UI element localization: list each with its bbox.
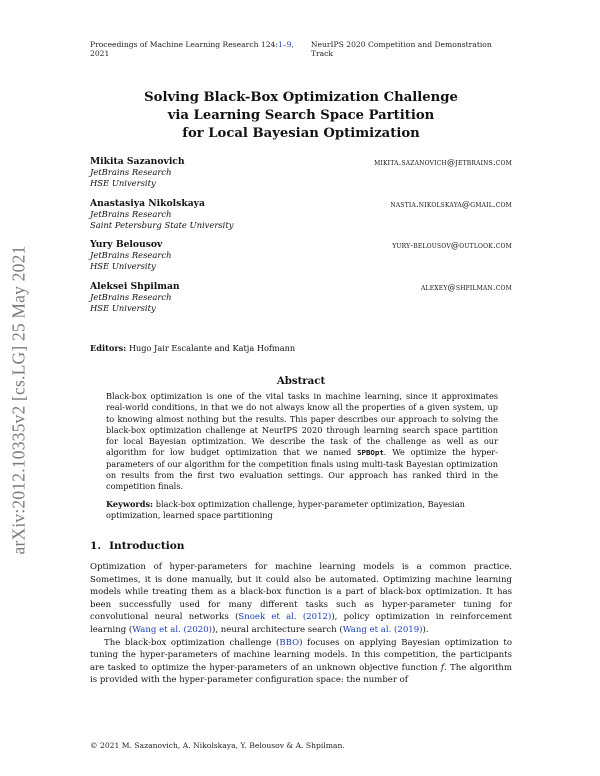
paper-title: Solving Black-Box Optimization Challenge via Learning Search Space Partition for Local Bayesian Optimization — [144, 90, 458, 141]
author-affiliation: JetBrains Research — [90, 209, 172, 220]
citation-link[interactable]: Wang et al. (2020) — [132, 624, 213, 635]
author-email[interactable]: yury-belousov@outlook.com — [392, 240, 512, 250]
author-name: Mikita Sazanovich — [90, 156, 185, 167]
arxiv-stamp-text: arXiv:2012.10335v2 [cs.LG] 25 May 2021 — [8, 245, 29, 555]
keywords-text: black-box optimization challenge, hyper-parameter optimization, Bayesian optimization, learned space partitioning — [106, 499, 465, 521]
intro-paragraph-2: The black-box optimization challenge (BBO) focuses on applying Bayesian optimization to tuning the hyper-parameters of machine learning models. In this competition, the participants are tasked to optimize the hyper-parameters of an unknown objective function f. The algorithm is provided with the hyper-parameter configuration space: the number of — [90, 637, 512, 686]
algorithm-name: SPBOpt — [357, 448, 384, 458]
abstract-text: Black-box optimization is one of the vital tasks in machine learning, since it approximates real-world conditions, in that we do not always know all the properties of a given system, up to knowing almost nothing but the results. This paper describes our approach to solving the black-box optimization challenge at NeurIPS 2020 through learning search space partition for local Bayesian optimization. We describe the task of the challenge as well as our algorithm for low budget optimization that we named SPBOpt. We optimize the hyper-parameters of our algorithm for the competition finals using multi-task Bayesian optimization on results from the first two evaluation settings. Our approach has ranked third in the competition finals. — [106, 391, 498, 492]
author-affiliation: HSE University — [90, 261, 156, 272]
arxiv-stamp — [4, 200, 34, 600]
header-journal: Proceedings of Machine Learning Research 124:1–9, 2021 — [90, 40, 294, 58]
abstract-heading: Abstract — [276, 375, 326, 387]
author-name: Yury Belousov — [90, 239, 163, 250]
section-title: Introduction — [109, 540, 185, 552]
header-pages-link[interactable]: 1–9 — [277, 40, 292, 49]
citation-link[interactable]: Snoek et al. (2012) — [238, 612, 332, 623]
running-header — [90, 40, 512, 58]
author-email[interactable]: mikita.sazanovich@jetbrains.com — [374, 157, 512, 167]
editors-line — [90, 343, 295, 353]
header-track: NeurIPS 2020 Competition and Demonstration Track — [310, 40, 492, 58]
author-affiliation: HSE University — [90, 178, 156, 189]
objective-symbol: f — [440, 662, 444, 673]
citation-link[interactable]: Wang et al. (2019) — [342, 624, 423, 635]
author-affiliation: JetBrains Research — [90, 292, 172, 303]
author-affiliation: HSE University — [90, 303, 156, 314]
author-block — [90, 156, 512, 190]
bbo-link[interactable]: BBO — [279, 637, 300, 648]
author-affiliation: JetBrains Research — [90, 167, 172, 178]
section-heading — [90, 540, 185, 552]
author-block — [90, 239, 512, 273]
author-block — [90, 281, 512, 315]
keywords-label: Keywords: — [106, 499, 154, 509]
author-affiliation: JetBrains Research — [90, 250, 172, 261]
author-email[interactable]: alexey@shpilman.com — [420, 282, 512, 292]
author-email[interactable]: nastia.nikolskaya@gmail.com — [390, 199, 512, 209]
author-name: Anastasiya Nikolskaya — [90, 198, 205, 209]
author-name: Aleksei Shpilman — [90, 281, 180, 292]
keywords — [106, 499, 498, 522]
editors-label: Editors: — [90, 343, 127, 353]
section-number: 1. — [90, 540, 102, 552]
author-block — [90, 198, 512, 232]
author-affiliation: Saint Petersburg State University — [90, 220, 234, 231]
copyright-footer: © 2021 M. Sazanovich, A. Nikolskaya, Y. Belousov & A. Shpilman. — [90, 741, 345, 750]
intro-paragraph-1: Optimization of hyper-parameters for machine learning models is a common practice. Sometimes, it is done manually, but it could also be automated. Optimizing machine learning models while treating them as a black-box function is a part of black-box optimization. It has been successfully used for many different tasks such as hyper-parameter tuning for convolutional neural networks (Snoek et al. (2012)), policy optimization in reinforcement learning (Wang et al. (2020)), neural architecture search (Wang et al. (2019)). — [90, 562, 512, 635]
intro-body — [90, 561, 512, 687]
editors-names: Hugo Jair Escalante and Katja Hofmann — [128, 343, 296, 353]
